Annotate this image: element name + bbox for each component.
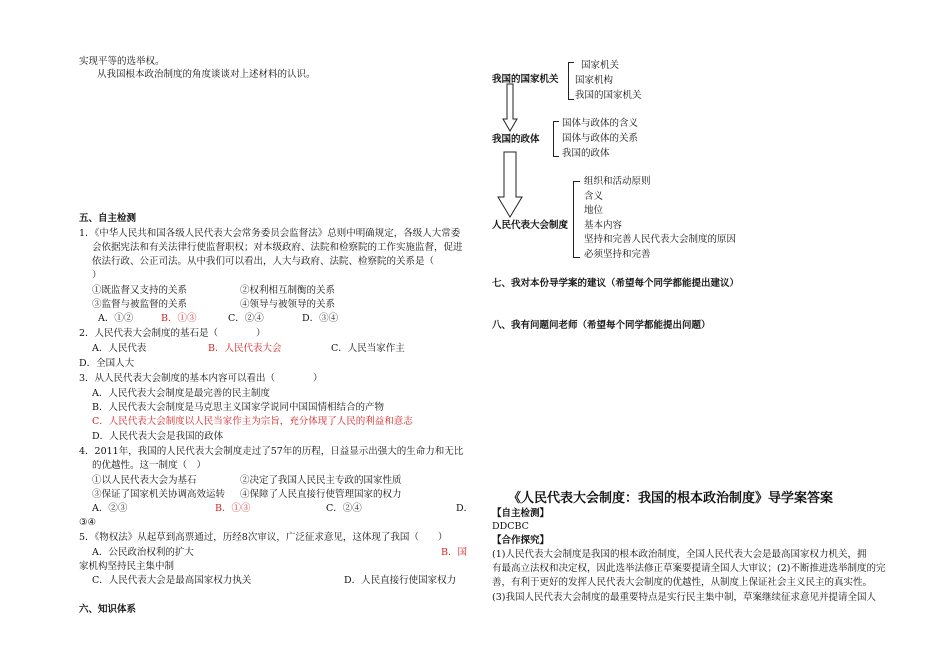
- bracket-1: [568, 62, 574, 100]
- q2-choice-a: A．人民代表: [92, 343, 147, 354]
- q3-choice-b: B．人民代表大会制度是马克思主义国家学说同中国国情相结合的产物: [92, 402, 384, 413]
- q2-stem: 2．人民代表大会制度的基石是（ ）: [79, 328, 266, 339]
- q4-stem-line-2: 的优越性。这一制度（ ）: [92, 460, 207, 471]
- q3-choice-c-text: C．人民代表大会制度以人民当家作主为宗旨，充分体现了人民的利益和意志: [92, 416, 413, 427]
- section5-title: 五、自主检测: [79, 213, 137, 224]
- section7-title: 七、我对本份导学案的建议（希望每个同学都能提出建议）: [492, 278, 740, 289]
- q4-option-4: ④保障了人民直接行使管理国家的权力: [240, 489, 402, 500]
- section6-title: 六、知识体系: [79, 604, 137, 615]
- self-test-label: 【自主检测】: [492, 508, 550, 519]
- node1-item-1: 国家机关: [581, 60, 620, 71]
- q4-choice-c: C．②④: [326, 503, 362, 514]
- diagram-node-state-organs: 我国的国家机关: [492, 74, 559, 85]
- node3-item-3: 地位: [584, 205, 604, 216]
- q5-choice-b-cont: 家机构坚持民主集中制: [79, 561, 175, 572]
- section8-title: 八、我有问题问老师（希望每个同学都能提出问题）: [492, 320, 711, 331]
- node2-item-2: 国体与政体的关系: [562, 133, 639, 144]
- intro-line-1: 实现平等的选举权。: [79, 56, 165, 67]
- q4-option-2: ②决定了我国人民民主专政的国家性质: [240, 475, 402, 486]
- q3-stem: 3．从人民代表大会制度的基本内容可以看出（ ）: [79, 373, 323, 384]
- q1-choice-c: C．②④: [228, 313, 264, 324]
- q4-choice-d-prefix: D．: [456, 503, 474, 514]
- q3-choice-c: [92, 416, 413, 428]
- self-test-answers: DDCBC: [492, 521, 529, 532]
- q4-option-1: ①以人民代表大会为基石: [92, 475, 197, 486]
- intro-line-2: 从我国根本政治制度的角度谈谈对上述材料的认识。: [97, 69, 316, 80]
- q4-choice-b: B．①③: [215, 503, 251, 514]
- q2-choice-d: D．全国人大: [79, 358, 135, 369]
- q1-choice-d: D．③④: [302, 313, 339, 324]
- q1-option-1: ①既监督又支持的关系: [92, 285, 188, 296]
- node2-item-3: 我国的政体: [562, 148, 610, 159]
- q5-choice-c: C．人民代表大会是最高国家权力执关: [92, 575, 252, 586]
- node3-item-6: 必须坚持和完善: [584, 249, 651, 260]
- q1-choice-b: B．①③: [161, 313, 197, 324]
- node3-item-5: 坚持和完善人民代表大会制度的原因: [584, 234, 737, 245]
- q3-choice-a: A．人民代表大会制度是最完善的民主制度: [92, 388, 270, 399]
- q1-stem-line-1: 1．《中华人民共和国各级人民代表大会常务委员会监督法》总则中明确规定，各级人大常委: [79, 228, 461, 239]
- coop-p2-line-1: (3)我国人民代表大会制度的最重要特点是实行民主集中制，草案继续征求意见并提请全国人: [492, 592, 876, 603]
- coop-p1-line-3: 善，有利于更好的发挥人民代表大会制度的优越性，从制度上保证社会主义民主的真实性。: [492, 577, 873, 588]
- diagram-node-polity: 我国的政体: [492, 134, 540, 145]
- q5-choice-b: B．国: [441, 547, 467, 558]
- bracket-3: [573, 181, 580, 258]
- q1-stem-line-2: 会依据宪法和有关法律行使监督职权；对本级政府、法院和检察院的工作实施监督，促进: [92, 242, 463, 253]
- node1-item-2: 国家机构: [575, 75, 614, 86]
- arrow-down-2: [498, 152, 522, 217]
- q1-stem-line-3: 依法行政、公正司法。从中我们可以看出，人大与政府、法院、检察院的关系是（: [92, 256, 435, 267]
- q1-option-2: ②权利相互制衡的关系: [240, 285, 336, 296]
- node3-item-2: 含义: [584, 191, 604, 202]
- q1-choice-a: A．①②: [98, 313, 134, 324]
- q5-choice-d: D．人民直接行使国家权力: [344, 575, 457, 586]
- node1-item-3: 我国的国家机关: [575, 90, 642, 101]
- q1-stem-line-4: ）: [92, 270, 102, 281]
- node2-item-1: 国体与政体的含义: [562, 118, 639, 129]
- q3-choice-d: D．人民代表大会是我国的政体: [92, 431, 224, 442]
- q2-choice-c: C．人民当家作主: [331, 343, 405, 354]
- q1-option-4: ④领导与被领导的关系: [240, 299, 336, 310]
- q5-stem: 5．《物权法》从起草到高票通过，历经8次审议，广泛征求意见，这体现了我国（ ）: [79, 532, 448, 543]
- coop-p1-line-2: 有最高立法权和决定权，因此选举法修正草案要提请全国人大审议；(2)不断推进选举制度的完: [492, 563, 886, 574]
- answer-title: 《人民代表大会制度：我国的根本政治制度》导学案答案: [508, 491, 834, 506]
- q4-stem-line-1: 4．2011年，我国的人民代表大会制度走过了57年的历程，日益显示出强大的生命力和无比: [79, 446, 464, 457]
- q4-choice-a: A．②③: [92, 503, 128, 514]
- q2-choice-b: B．人民代表大会: [208, 343, 282, 354]
- bracket-2: [553, 121, 559, 157]
- node3-item-4: 基本内容: [584, 220, 623, 231]
- coop-label: 【合作探究】: [492, 535, 550, 546]
- q4-choice-d-value: ③④: [79, 517, 97, 528]
- q1-option-3: ③监督与被监督的关系: [92, 299, 188, 310]
- node3-item-1: 组织和活动原则: [584, 176, 651, 187]
- q4-option-3: ③保证了国家机关协调高效运转: [92, 489, 226, 500]
- coop-p1-line-1: (1)人民代表大会制度是我国的根本政治制度，全国人民代表大会是最高国家权力机关，拥: [492, 549, 867, 560]
- q5-choice-a: A．公民政治权利的扩大: [92, 547, 194, 558]
- arrow-down-1: [503, 84, 517, 131]
- diagram-node-npc-system: 人民代表大会制度: [492, 220, 569, 231]
